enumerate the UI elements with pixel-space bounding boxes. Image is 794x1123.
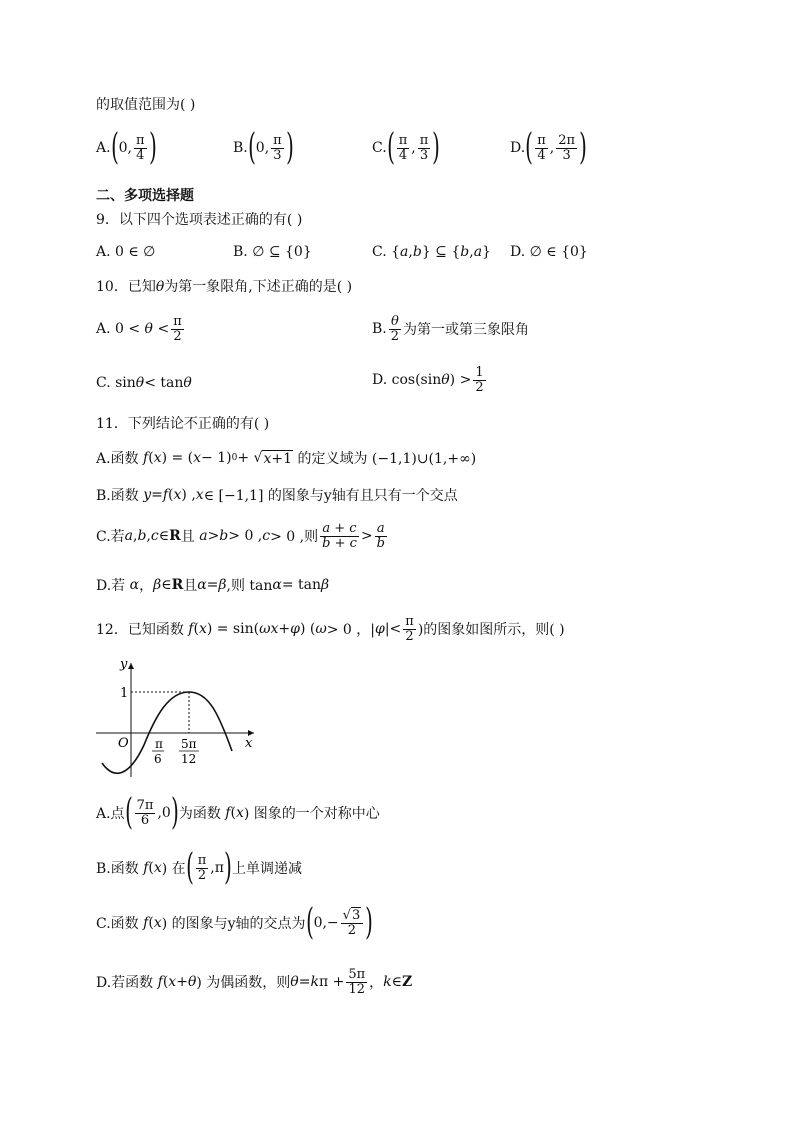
q9-stem: 9．以下四个选项表述正确的有( ) [96, 212, 303, 228]
q10-option-d: D. cos(sin θ ) > $\frac{1}{2}$ [372, 365, 484, 395]
option-label: B. [233, 140, 248, 156]
q10-option-b: B. $\frac{\theta}{2}$ 为第一或第三象限角 [372, 314, 530, 344]
q10-option-c: C. sin θ < tan θ [96, 375, 192, 391]
option-label: C. [372, 140, 387, 156]
section-title: 二、多项选择题 [96, 188, 194, 204]
y-axis-label: y [120, 657, 128, 672]
q10-option-a: A. 0 < θ < $\frac{\pi}{2}$ [96, 314, 182, 344]
q12-stem: 12．已知函数 f ( x ) = sin( ωx + φ ) ( ω > 0 ，| φ |< $\frac{\pi}{2}$ )的图象如图所示，则( ) [96, 614, 565, 644]
origin-label: O [118, 736, 129, 751]
q10-stem: 10．已知θ为第一象限角,下述正确的是( ) [96, 279, 353, 295]
q8-option-d: D. ( $\frac{\pi}{4}$ , $\frac{2\pi}{3}$ ) [510, 127, 587, 168]
sine-graph [94, 655, 264, 780]
q11-option-c: C.若 a , b , c ∈ R 且 a > b > 0 , c > 0 ,则 $\frac{a + c}{b + c}$ > $\frac{a}{b}$ [96, 521, 385, 551]
x-tick-5pi-over-12 [179, 737, 199, 766]
option-label: D. [510, 140, 526, 156]
svg-text:6: 6 [154, 752, 162, 766]
q12-option-b: B.函数 f ( x ) 在 ( $\frac{\pi}{2}$ ,π ) 上单调递减 [96, 847, 302, 888]
q11-option-d: D.若 α ， β ∈ R 且 α = β ,则 tan α = tan β [96, 577, 330, 594]
q11-option-b: B.函数 y = f ( x ) , x ∈ [−1,1] 的图象与y轴有且只有一个交点 [96, 487, 458, 504]
q12-option-c: C.函数 f ( x ) 的图象与y轴的交点为 ( 0,− $\frac{√3}{2}$ ) [96, 902, 374, 943]
q11-stem: 11．下列结论不正确的有( ) [96, 416, 270, 432]
svg-text:12: 12 [181, 752, 197, 766]
q9-option-a: A. 0 ∈ ∅ [96, 244, 156, 260]
q8-option-c: C. ( $\frac{\pi}{4}$ , $\frac{\pi}{3}$ ) [372, 127, 441, 168]
q9-option-c: C. { a , b } ⊆ { b , a } [372, 244, 491, 260]
q11-option-a: A.函数 f ( x ) = ( x − 1) 0 + √ x+1 的定义域为 (−1,1)∪(1,+∞) [96, 450, 477, 467]
q9-option-b: B. ∅ ⊆ {0} [233, 244, 312, 260]
q12-option-d: D.若函数 f ( x + θ ) 为偶函数，则 θ = k π + $\frac{5\pi}{12}$ ， k ∈ Z [96, 967, 413, 997]
svg-text:5π: 5π [181, 737, 197, 751]
option-label: A. [96, 140, 111, 156]
x-tick-pi-over-6 [152, 737, 164, 766]
q8-option-a: A. ( 0, $\frac{\pi}{4}$ ) [96, 127, 157, 168]
y-tick-1: 1 [120, 686, 129, 701]
svg-text:π: π [155, 737, 163, 751]
q8-option-b: B. ( 0, $\frac{\pi}{3}$ ) [233, 127, 294, 168]
question-8-stem-tail: 的取值范围为( ) [96, 97, 196, 113]
q9-option-d: D. ∅ ∈ {0} [510, 244, 588, 260]
q12-option-a: A.点 ( $\frac{7\pi}{6}$ ,0 ) 为函数 f ( x ) 图象的一个对称中心 [96, 792, 380, 833]
x-axis-label: x [245, 736, 253, 751]
